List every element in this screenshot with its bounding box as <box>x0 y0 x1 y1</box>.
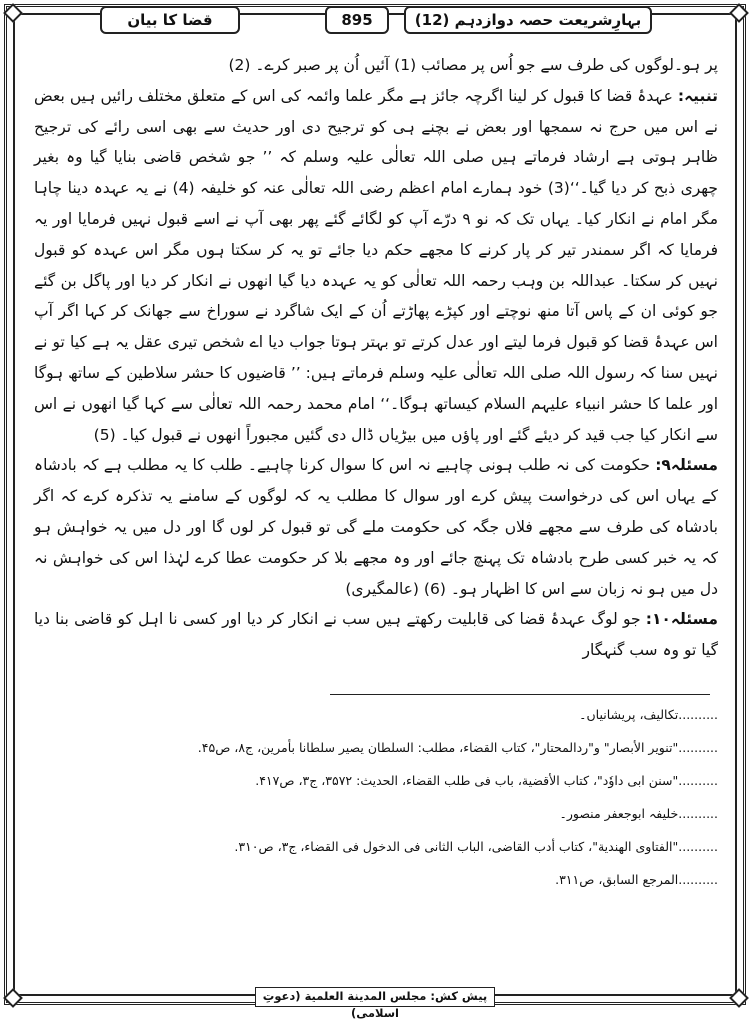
page-header <box>100 6 652 36</box>
paragraph-text: جو لوگ عہدۂ قضا کی قابلیت رکھتے ہیں سب نے انکار کر دیا اور کسی نا اہل کو قاضی بنا دیا گیا تو وہ سب گنہگار <box>34 610 718 660</box>
paragraph-label: مسئلہ۹: <box>655 456 718 475</box>
footnote: .........."الفتاوی الھندیة"، کتاب أدب القاضی، الباب الثانی فی الدخول فی القضاء، ج۳، ص۳۱۰. <box>234 839 718 854</box>
main-text <box>34 50 718 666</box>
paragraph <box>34 450 718 604</box>
footnote: ..........المرجع السابق، ص۳۱۱. <box>555 872 718 887</box>
paragraph <box>34 604 718 666</box>
paragraph <box>34 50 718 81</box>
page-number: 895 <box>325 6 389 34</box>
paragraph-label: تنبیہ: <box>677 86 718 105</box>
paragraph-text: حکومت کی نہ طلب ہونی چاہیے نہ اس کا سوال کرنا چاہیے۔ طلب کا یہ مطلب ہے کہ بادشاہ کے یہاں اس کی درخواست پیش کرے اور سوال کا مطلب یہ کہ لوگوں کے سامنے یہ تذکرہ کرے کہ اگر بادشاہ کی طرف سے مجھے فلاں جگہ کی حکومت ملے گی تو قبول کر لوں گا اور دل میں یہ خواہش ہو کہ یہ خبر کسی طرح بادشاہ تک پہنچ جائے اور وہ مجھے بلا کر حکومت عطا کرے لہٰذا اس کی خواہش نہ دل میں ہو نہ زبان سے اس کا اظہار ہو۔ (6) (عالمگیری) <box>34 456 718 598</box>
footnote: ..........تکالیف، پریشانیاں۔ <box>579 707 718 722</box>
page-footer <box>255 987 495 1020</box>
footnote: ..........خلیفہ ابوجعفر منصور۔ <box>559 806 718 821</box>
footnotes <box>40 706 718 904</box>
footer-sub: (دعوتِ اسلامی) <box>262 989 399 1020</box>
paragraph-text: عہدۂ قضا کا قبول کر لینا اگرچہ جائز ہے مگر علما وائمہ کی اس کے متعلق مختلف رائیں ہیں بعض نے اس میں حرج نہ سمجھا اور بعض نے بچنے ہی کو ترجیح دی اور حدیث سے بھی اسی رائے کی ترجیح ظاہر ہوتی ہے ارشاد فرماتے ہیں صلی اللہ تعالٰی علیہ وسلم کہ ’’ جو شخص قاضی بنایا گیا وہ بغیر چھری ذبح کر دیا گیا۔‘‘(3) خود ہمارے امام اعظم رضی اللہ تعالٰی عنہ کو خلیفہ (4) نے یہ عہدہ دینا چاہا مگر امام نے انکار کیا۔ یہاں تک کہ نو ۹ درّے آپ کو لگائے گئے پھر بھی آپ نے اسے قبول نہیں فرمایا اور یہ فرمایا کہ اگر سمندر تیر کر پار کرنے کا مجھے حکم دیا جائے تو یہ کر سکتا ہوں مگر اس عہدہ کو قبول نہیں کر سکتا۔ عبداللہ بن وہب رحمہ اللہ تعالٰی کو یہ عہدہ دیا گیا انھوں نے انکار کر دیا اور پاگل بن گئے جو کوئی ان کے پاس آتا منھ نوچتے اور کپڑے پھاڑتے اُن کے ایک شاگرد نے سوراخ سے جھانک کر کہا اگر آپ اس عہدۂ قضا کو قبول فرما لیتے اور عدل کرتے تو بہتر ہوتا جواب دیا اے شخص تیری عقل یہ ہے کیا تو نے نہیں سنا کہ رسول اللہ صلی اللہ تعالٰی علیہ وسلم فرماتے ہیں: ’’ قاضیوں کا حشر سلاطین کے ساتھ ہوگا اور علما کا حشر انبیاء علیہم السلام کیساتھ ہوگا۔‘‘ امام محمد رحمہ اللہ تعالٰی سے کہا گیا انھوں نے اس سے انکار کیا جب قید کر دیئے گئے اور پاؤں میں بیڑیاں ڈال دی گئیں مجبوراً انھوں نے قبول کیا۔ (5) <box>34 86 718 444</box>
paragraph-label: مسئلہ۱۰: <box>645 610 718 629</box>
footnote: .........."سنن ابی داوٗد"، کتاب الأقضیة، باب فی طلب القضاء، الحدیث: ۳۵۷۲، ج۳، ص۴۱۷. <box>255 773 718 788</box>
footnote: .........."تنویر الأبصار" و"ردالمحتار"، کتاب القضاء، مطلب: السلطان یصیر سلطانا بأمرین، ج۸، ص۴۵. <box>197 740 718 755</box>
footer-org: مجلس المدینة العلمیة <box>304 989 427 1003</box>
paragraph <box>34 81 718 451</box>
book-title: بہارِشریعت حصہ دوازدہم (12) <box>404 6 652 34</box>
footer-presented-by: پیش کش: <box>430 989 488 1003</box>
footnote-divider <box>330 694 710 695</box>
paragraph-text: پر ہو۔لوگوں کی طرف سے جو اُس پر مصائب (1) آئیں اُن پر صبر کرے۔ (2) <box>228 56 718 74</box>
chapter-title: قضا کا بیان <box>100 6 240 34</box>
